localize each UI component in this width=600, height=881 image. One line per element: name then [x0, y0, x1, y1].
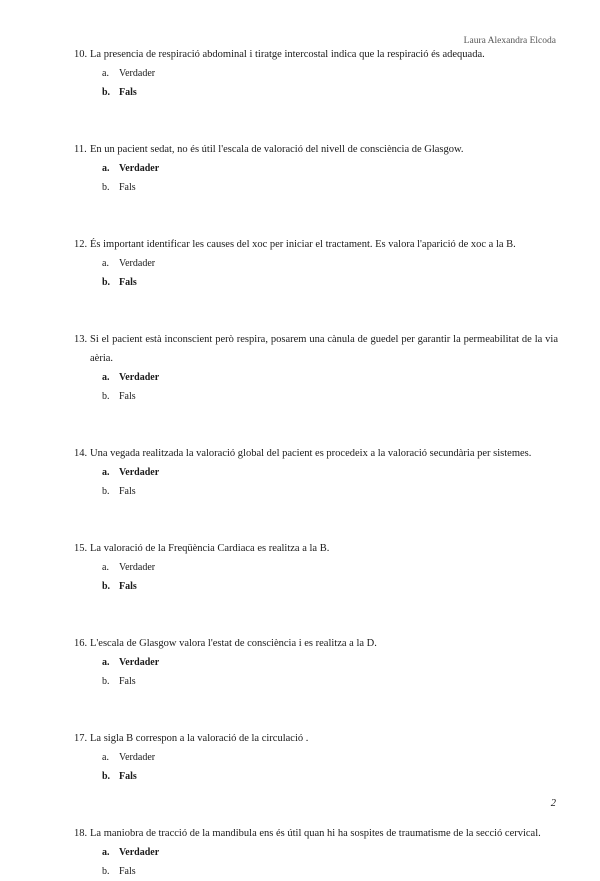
answer-letter: a. [102, 68, 109, 79]
answer-letter: b. [102, 771, 111, 782]
answer-option [90, 862, 558, 881]
answer-label: Verdader [119, 258, 156, 269]
answer-list [90, 463, 558, 501]
answer-label: Fals [119, 277, 137, 288]
answer-option [90, 672, 558, 691]
question-spacer [74, 596, 558, 634]
answer-list [90, 64, 558, 102]
answer-label: Verdader [119, 562, 156, 573]
question-text: La valoració de la Freqüència Cardiaca es realitza a la B. [90, 543, 330, 554]
answer-option [90, 64, 558, 83]
question-item [74, 330, 558, 406]
question-number: 18. [74, 828, 88, 839]
answer-label: Verdader [119, 163, 160, 174]
question-spacer [74, 102, 558, 140]
answer-letter: a. [102, 372, 110, 383]
question-spacer [74, 691, 558, 729]
answer-option-selected [90, 653, 558, 672]
answer-label: Fals [119, 581, 137, 592]
question-number: 12. [74, 239, 88, 250]
answer-letter: b. [102, 391, 110, 402]
answer-label: Verdader [119, 467, 160, 478]
question-spacer [74, 197, 558, 235]
answer-list [90, 254, 558, 292]
answer-list [90, 843, 558, 881]
answer-label: Fals [119, 182, 136, 193]
answer-option-selected [90, 463, 558, 482]
answer-list [90, 558, 558, 596]
question-number: 14. [74, 448, 88, 459]
question-item [74, 539, 558, 596]
answer-option [90, 387, 558, 406]
question-text: En un pacient sedat, no és útil l'escala de valoració del nivell de consciència de Glasgow. [90, 144, 464, 155]
question-item [74, 235, 558, 292]
answer-list [90, 159, 558, 197]
answer-letter: b. [102, 486, 110, 497]
question-spacer [74, 292, 558, 330]
question-item [74, 824, 558, 881]
answer-letter: b. [102, 581, 111, 592]
answer-option [90, 558, 558, 577]
answer-option [90, 482, 558, 501]
answer-label: Verdader [119, 657, 160, 668]
question-item [74, 140, 558, 197]
answer-letter: b. [102, 676, 110, 687]
question-number: 10. [74, 49, 88, 60]
question-text: La presencia de respiració abdominal i tiratge intercostal indica que la respiració és adequada. [90, 49, 485, 60]
answer-option-selected [90, 577, 558, 596]
answer-option-selected [90, 767, 558, 786]
question-number: 15. [74, 543, 88, 554]
answer-label: Fals [119, 87, 137, 98]
answer-list [90, 653, 558, 691]
question-text: Si el pacient està inconscient però respira, posarem una cànula de guedel per garantir la permeabilitat de la via aèria. [90, 334, 558, 364]
answer-label: Verdader [119, 847, 160, 858]
answer-label: Fals [119, 676, 136, 687]
answer-letter: a. [102, 163, 110, 174]
answer-option-selected [90, 843, 558, 862]
answer-option-selected [90, 368, 558, 387]
question-number: 17. [74, 733, 88, 744]
answer-label: Verdader [119, 372, 160, 383]
answer-letter: a. [102, 847, 110, 858]
answer-label: Verdader [119, 752, 156, 763]
answer-letter: a. [102, 562, 109, 573]
question-text: Una vegada realitzada la valoració global del pacient es procedeix a la valoració secundària per sistemes. [90, 448, 532, 459]
question-number: 11. [74, 144, 87, 155]
answer-label: Fals [119, 771, 137, 782]
answer-option-selected [90, 273, 558, 292]
answer-letter: b. [102, 277, 111, 288]
answer-letter: a. [102, 258, 109, 269]
answer-option [90, 178, 558, 197]
answer-label: Fals [119, 866, 136, 877]
answer-option-selected [90, 159, 558, 178]
question-text: És important identificar les causes del xoc per iniciar el tractament. Es valora l'aparició de xoc a la B. [90, 239, 516, 250]
question-item [74, 634, 558, 691]
answer-letter: a. [102, 657, 110, 668]
answer-letter: a. [102, 467, 110, 478]
answer-letter: b. [102, 87, 111, 98]
question-spacer [74, 406, 558, 444]
answer-option-selected [90, 83, 558, 102]
question-number: 16. [74, 638, 88, 649]
question-text: La maniobra de tracció de la mandibula ens és útil quan hi ha sospites de traumatisme de la secció cervical. [90, 828, 541, 839]
answer-label: Verdader [119, 68, 156, 79]
question-item [74, 444, 558, 501]
question-item [74, 729, 558, 786]
question-number: 13. [74, 334, 88, 345]
question-text: La sigla B correspon a la valoració de la circulació . [90, 733, 309, 744]
page-number: 2 [550, 798, 556, 809]
answer-letter: a. [102, 752, 109, 763]
answer-label: Fals [119, 391, 136, 402]
answer-letter: b. [102, 866, 110, 877]
answer-letter: b. [102, 182, 110, 193]
answer-list [90, 368, 558, 406]
question-list [74, 45, 558, 881]
header-author: Laura Alexandra Elcoda [463, 36, 556, 46]
question-text: L'escala de Glasgow valora l'estat de consciència i es realitza a la D. [90, 638, 377, 649]
question-spacer [74, 786, 558, 824]
answer-label: Fals [119, 486, 136, 497]
answer-option [90, 254, 558, 273]
answer-list [90, 748, 558, 786]
question-spacer [74, 501, 558, 539]
answer-option [90, 748, 558, 767]
question-item [74, 45, 558, 102]
